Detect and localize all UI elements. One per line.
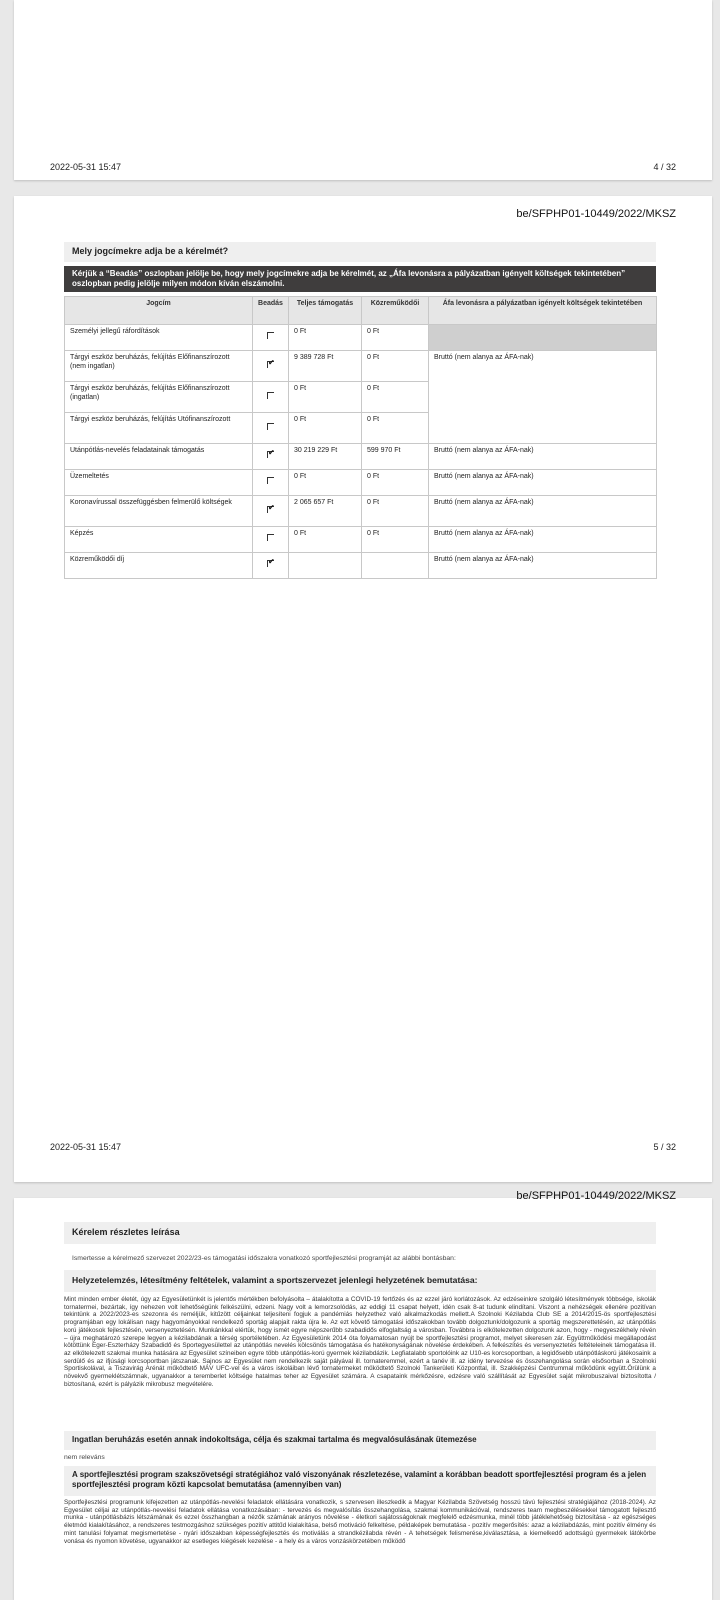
table-row [65, 553, 657, 579]
checkbox-checked[interactable] [267, 557, 275, 567]
cell-kozremukodoi: 599 970 Ft [362, 444, 429, 470]
section-title: Mely jogcímekre adja be a kérelmét? [64, 242, 656, 262]
subsection-title: Helyzetelemzés, létesítmény feltételek, valamint a sportszervezet jelenlegi helyzetének bemutatása: [64, 1270, 656, 1292]
page-footer [50, 162, 676, 172]
cell-kozremukodoi: 0 Ft [362, 325, 429, 351]
cell-afa: Bruttó (nem alanya az ÁFA-nak) [429, 496, 657, 527]
footer-timestamp: 2022-05-31 15:47 [50, 162, 122, 172]
table-row [65, 325, 657, 351]
cell-beadas [253, 382, 289, 413]
subsection-title: A sportfejlesztési program szakszövetségi stratégiához való viszonyának részletezése, valamint a korábban beadott sportfejlesztési program és a jelen sportfejlesztési program közti kapcsolat bemutatása (amennyiben van) [64, 1466, 656, 1496]
cell-jogcim: Közreműködői díj [65, 553, 253, 579]
cell-teljes: 0 Ft [289, 527, 362, 553]
cell-teljes: 0 Ft [289, 325, 362, 351]
checkbox-unchecked[interactable] [267, 534, 274, 541]
checkbox-checked[interactable] [267, 357, 275, 368]
cell-teljes: 9 389 728 Ft [289, 351, 362, 382]
intro-text: Ismertesse a kérelmező szervezet 2022/23-es támogatási időszakra vonatkozó sportfejlesztési programját az alábbi bontásban: [72, 1255, 456, 1262]
cell-beadas [253, 553, 289, 579]
document-id: be/SFPHP01-10449/2022/MKSZ [516, 1190, 676, 1202]
cell-kozremukodoi: 0 Ft [362, 470, 429, 496]
cell-afa: Bruttó (nem alanya az ÁFA-nak) [429, 527, 657, 553]
document-id: be/SFPHP01-10449/2022/MKSZ [516, 208, 676, 220]
cell-beadas [253, 527, 289, 553]
checkbox-unchecked[interactable] [267, 477, 274, 484]
cell-kozremukodoi: 0 Ft [362, 351, 429, 382]
cell-jogcim: Tárgyi eszköz beruházás, felújítás Utófinanszírozott [65, 413, 253, 444]
cell-teljes: 0 Ft [289, 382, 362, 413]
cell-teljes: 2 065 657 Ft [289, 496, 362, 527]
header-kozremukodoi: Közreműködői [362, 297, 429, 325]
table-row [65, 470, 657, 496]
header-jogcim: Jogcím [65, 297, 253, 325]
cell-jogcim: Koronavírussal összefüggésben felmerülő költségek [65, 496, 253, 527]
cell-kozremukodoi: 0 Ft [362, 382, 429, 413]
cell-beadas [253, 496, 289, 527]
cell-jogcim: Üzemeltetés [65, 470, 253, 496]
section-title: Kérelem részletes leírása [64, 1222, 656, 1244]
cell-beadas [253, 413, 289, 444]
cell-kozremukodoi: 0 Ft [362, 496, 429, 527]
table-row [65, 496, 657, 527]
cell-beadas [253, 351, 289, 382]
checkmark-icon: ✔ [268, 502, 275, 512]
table-header-row [65, 297, 657, 325]
table-row [65, 351, 657, 382]
checkmark-icon: ✔ [268, 357, 275, 367]
body-paragraph: Mint minden ember életét, úgy az Egyesületünkét is jelentős mértékben befolyásolta – átalakította a COVID-19 fertőzés és az ezzel járó korlátozások. Az edzéseinkre szolgáló létesítmények többsége, iskolák tornatermei, bezártak, így nehezen volt lehetőségünk felkészülni, edzeni. Nagy volt a lemorzsolódás, az eddigi 11 csapat helyett, idén csak 8-at tudunk elindítani. Viszont a nehézségek ellenére pozitívan tekintünk a 2022/2023-es szezonra és reméljük, kitűzött céljainkat teljesíteni fogjuk a pandémiás helyzethez való alkalmazkodás mellett.A Szolnoki Kézilabda Club SE a 2014/2015-ös sportfejlesztési programjában egy lokálisan nagy hagyományokkal rendelkező sportág alapjait rakta újra le. Az ezt követő támogatási időszakokban tovább dolgoztunk/dolgozunk a sportág megszerettetésén, az utánpótlás korú játékosok fejlesztésén, versenyeztetésén. Munkánkkal elértük, hogy ismét egyre népszerűbb szabadidős elfoglaltság a városban. Továbbra is elkötelezetten dolgozunk azon, hogy - megyeszékhely révén – újra meghatározó szerepe legyen a kézilabdának a térség sportéletében. Az Egyesületünk 2014 óta folyamatosan nyújt be sportfejlesztési programot, melyet sikeresen zár. Együttműködési megállapodást kötöttünk Eger-Eszterházy Szabadidő és Sportegyesülettel az utánpótlás nevelés kölcsönös támogatása és hatékonyságának növelése érdekében. A felkészítés és versenyeztetés feltételeinek támogatása ill. az elkötelezett szakmai munka hatására az Egyesület színeiben egyre több utánpótlás-korú gyermek kézilabdázik. Legfiatalabb sportolóink az U10-es korcsoportban, a legidősebb utánpótláskorú játékosaink a serdülő és az ifjúsági korcsoportban játszanak. Sajnos az Egyesület nem rendelkezik saját pályával ill. tornateremmel, ezért a tanév ill. az idény tervezése és összehangolása során elsősorban a Szolnoki Sportiskolával, a Tiszavirág Arénát működtető MÁV UFC-vel és a város iskoláiban lévő tornatermeket működtető Szolnoki Tankerületi Központtal, ill. Szakképzési Centrummal működünk együtt.Örülünk a növekvő gyermeklétszámnak, ugyanakkor a teremberlet költsége hatalmas teher az Egyesület számára. A csapataink mérkőzésre, edzésre való szállítását az Egyesület saját mikrobuszaival biztosította / biztosítaná, ezért is pályázik mikrobusz megvételére. [64, 1296, 656, 1388]
document-page [14, 0, 712, 180]
checkbox-checked[interactable] [267, 448, 275, 458]
subsection-title: Ingatlan beruházás esetén annak indokoltsága, célja és szakmai tartalma és megvalósulásának ütemezése [64, 1431, 656, 1450]
cell-afa: Bruttó (nem alanya az ÁFA-nak) [429, 470, 657, 496]
footer-timestamp: 2022-05-31 15:47 [50, 1142, 122, 1152]
checkbox-unchecked[interactable] [267, 392, 274, 399]
cell-teljes: 0 Ft [289, 413, 362, 444]
cell-jogcim: Képzés [65, 527, 253, 553]
header-afa: Áfa levonásra a pályázatban igényelt költségek tekintetében [429, 297, 657, 325]
cell-teljes: 30 219 229 Ft [289, 444, 362, 470]
instruction-banner: Kérjük a “Beadás” oszlopban jelölje be, hogy mely jogcímekre adja be kérelmét, az „Áfa levonásra a pályázatban igényelt költségek tekintetében” oszlopban pedig jelölje milyen módon kíván elszámolni. [64, 266, 656, 292]
cell-kozremukodoi: 0 Ft [362, 413, 429, 444]
header-beadas: Beadás [253, 297, 289, 325]
cell-afa: Bruttó (nem alanya az ÁFA-nak) [429, 351, 657, 444]
cell-afa [429, 325, 657, 351]
cell-teljes [289, 553, 362, 579]
table-row [65, 527, 657, 553]
cell-jogcim: Tárgyi eszköz beruházás, felújítás Előfinanszírozott (nem ingatlan) [65, 351, 253, 382]
cell-teljes: 0 Ft [289, 470, 362, 496]
checkbox-unchecked[interactable] [267, 332, 274, 339]
checkbox-checked[interactable] [267, 502, 275, 513]
document-page [14, 196, 712, 1182]
document-page [14, 1190, 712, 1600]
cell-jogcim: Tárgyi eszköz beruházás, felújítás Előfinanszírozott (ingatlan) [65, 382, 253, 413]
cell-beadas [253, 325, 289, 351]
footer-page-number: 5 / 32 [653, 1142, 676, 1152]
cell-kozremukodoi: 0 Ft [362, 527, 429, 553]
checkmark-icon: ✔ [268, 557, 275, 567]
body-paragraph: Sportfejlesztési programunk kifejezetten az utánpótlás-nevelési feladatok ellátására vonatkozik, s szervesen illeszkedik a Magyar Kézilabda Szövetség hosszú távú fejlesztési stratégiájához (2018-2024). Az Egyesület céljai az utánpótlás-nevelési feladatok ellátása vonatkozásában: - tervezés és megvalósítás összehangolása, szakmai kommunikációval, rendszeres team megbeszélésekkel támogatott fejlesztő munka - utánpótlásbázis létszámának és ezzel összhangban a nézők számának arányos növelése - életkori sajátosságoknak megfelelő edzésmunka, minél több játéklehetőség biztosítása - az egészséges életmód kialakításához, a rendszeres testmozgáshoz szükséges pozitív attitűd kialakítása, belső motiváció felkeltése, példaképek bemutatása - pozitív megerősítés: azaz a kézilabdázás, mint pozitív élmény és mint tanulási folyamat megismertetése - nyári időszakban képességfejlesztés és motiválás a strandkézilabda révén - A tehetségek felismerése,kiválasztása, a kiemelkedő adottságú gyermekek látókörbe vonása és nyomon követése, ugyanakkor az esetleges kiégések kezelése - a hely és a város vonzáskörzetében működő [64, 1499, 656, 1545]
cell-beadas [253, 470, 289, 496]
table-row [65, 444, 657, 470]
cell-afa: Bruttó (nem alanya az ÁFA-nak) [429, 553, 657, 579]
checkmark-icon: ✔ [268, 448, 275, 458]
cell-afa: Bruttó (nem alanya az ÁFA-nak) [429, 444, 657, 470]
cell-kozremukodoi [362, 553, 429, 579]
cell-jogcim: Személyi jellegű ráfordítások [65, 325, 253, 351]
footer-page-number: 4 / 32 [653, 162, 676, 172]
header-teljes: Teljes támogatás [289, 297, 362, 325]
jogcim-table [64, 296, 657, 579]
cell-jogcim: Utánpótlás-nevelés feladatainak támogatás [65, 444, 253, 470]
cell-beadas [253, 444, 289, 470]
page-footer [50, 1142, 676, 1152]
body-paragraph: nem releváns [64, 1454, 105, 1461]
checkbox-unchecked[interactable] [267, 423, 274, 430]
